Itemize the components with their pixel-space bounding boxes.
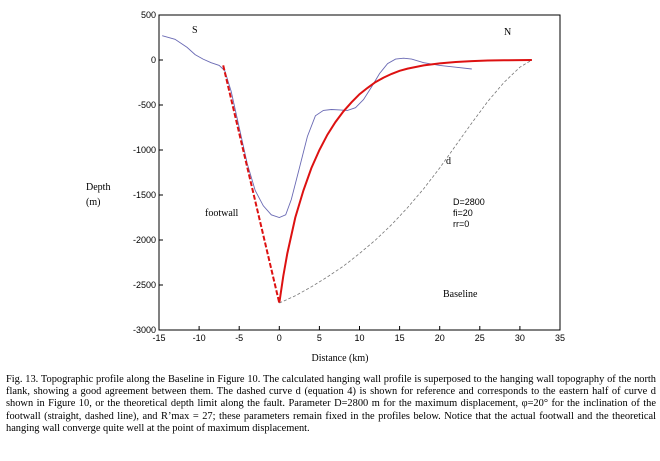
north-label: N	[504, 27, 512, 38]
x-tick-label: 0	[276, 333, 282, 343]
x-tick-label: -15	[152, 333, 166, 343]
y-tick-label: -500	[137, 100, 156, 110]
x-tick-label: -10	[192, 333, 206, 343]
param-rr: rr=0	[453, 219, 470, 229]
x-tick-label: 30	[514, 333, 525, 343]
series-line-d	[279, 60, 532, 303]
x-tick-label: 25	[474, 333, 485, 343]
south-label: S	[192, 25, 198, 36]
y-tick-label: -2500	[132, 280, 156, 290]
y-tick-label: 500	[140, 10, 156, 20]
x-axis-label: Distance (km)	[311, 353, 369, 364]
x-tick-label: 15	[394, 333, 405, 343]
series-line-topography	[162, 36, 472, 218]
series-line-hanging-wall	[279, 60, 532, 303]
x-tick-label: 20	[434, 333, 445, 343]
y-axis-label-line2: (m)	[86, 197, 101, 208]
series-line-footwall	[223, 65, 279, 303]
x-tick-label: 10	[354, 333, 365, 343]
y-axis-label-line1: Depth	[86, 182, 111, 193]
series-layer	[162, 36, 532, 303]
x-tick-label: -5	[235, 333, 244, 343]
figure-caption: Fig. 13. Topographic profile along the Baseline in Figure 10. The calculated hanging wall profile is superposed to the hanging wall topography of the north flank, showing a good agreement between them. The dashed curve d (equation 4) is shown for reference and corresponds to the eastern half of curve d shown in Figure 10, or the theoretical depth limit along the fault. Parameter D=2800 m for the maximum displacement, φ=20° for the inclination of the footwall (straight, dashed line), and R’max = 27; these parameters remain fixed in the profiles below. Notice that the actual footwall and the theoretical hanging wall converge quite well at the point of maximum displacement.	[6, 374, 656, 434]
y-axis-ticks	[133, 10, 163, 335]
y-tick-label: -1000	[132, 145, 156, 155]
footwall-label: footwall	[205, 208, 239, 219]
x-tick-label: 35	[554, 333, 566, 343]
y-tick-label: -2000	[132, 235, 156, 245]
param-fi: fi=20	[453, 208, 473, 218]
y-tick-label: 0	[150, 55, 156, 65]
x-tick-label: 5	[316, 333, 322, 343]
y-tick-label: -3000	[132, 325, 156, 335]
baseline-label: Baseline	[443, 289, 478, 300]
param-d: D=2800	[453, 197, 485, 207]
y-tick-label: -1500	[132, 190, 156, 200]
curve-d-label: d	[446, 156, 451, 167]
x-axis-ticks	[152, 326, 565, 343]
plot-area-frame	[159, 15, 560, 330]
